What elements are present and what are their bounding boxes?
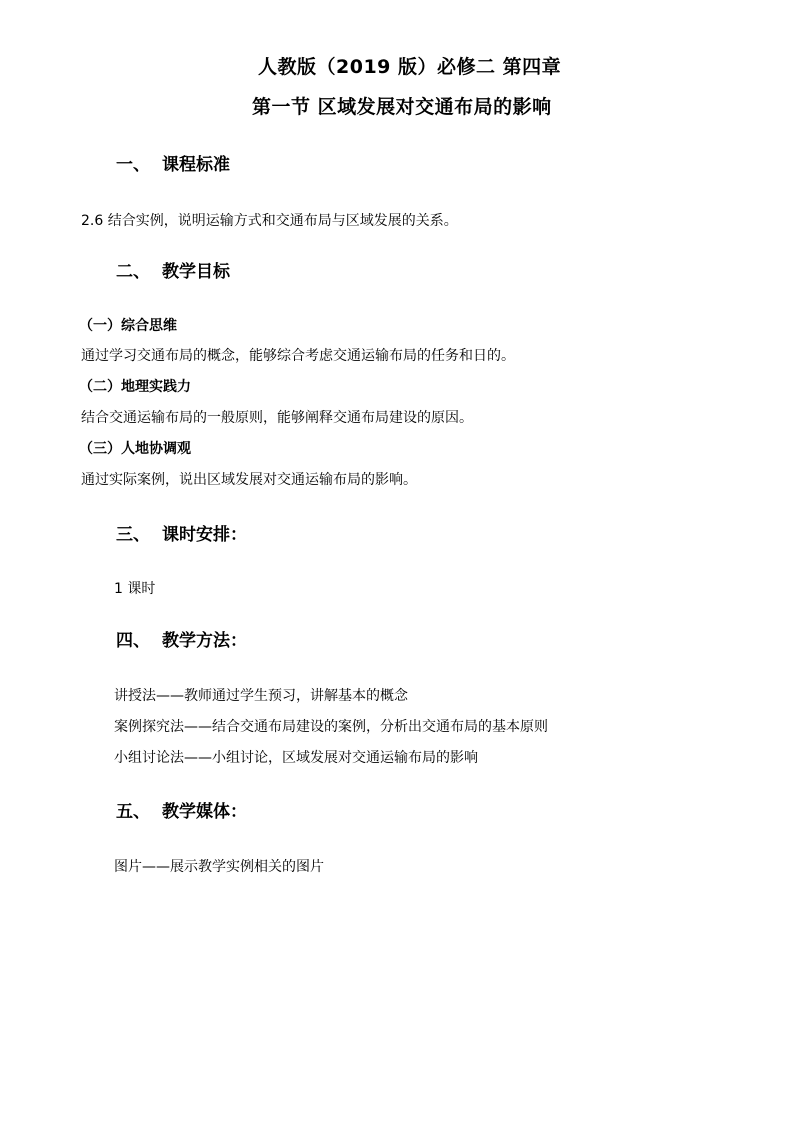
method-item: 小组讨论法——小组讨论，区域发展对交通运输布局的影响 xyxy=(114,750,478,766)
section-title: 教学方法： xyxy=(162,631,247,651)
section-number: 五、 xyxy=(116,802,150,822)
section-number: 一、 xyxy=(116,155,150,175)
section-heading-standard xyxy=(116,150,230,175)
goal-text: 通过学习交通布局的概念，能够综合考虑交通运输布局的任务和日的。 xyxy=(81,348,515,364)
section-number: 二、 xyxy=(116,262,150,282)
section-number: 三、 xyxy=(116,525,150,545)
goal-heading: （三）人地协调观 xyxy=(79,441,191,457)
section-heading-methods xyxy=(116,626,247,651)
hours-text: 1 课时 xyxy=(114,581,156,597)
section-heading-goals xyxy=(116,257,230,282)
section-title: 课时安排： xyxy=(162,525,247,545)
method-item: 讲授法——教师通过学生预习，讲解基本的概念 xyxy=(114,688,408,704)
goal-text: 结合交通运输布局的一般原则，能够阐释交通布局建设的原因。 xyxy=(81,410,473,426)
section-heading-media xyxy=(116,797,247,822)
section-title: 教学媒体： xyxy=(162,802,247,822)
media-text: 图片——展示教学实例相关的图片 xyxy=(114,859,324,875)
goal-heading: （一）综合思维 xyxy=(79,318,177,334)
goal-heading: （二）地理实践力 xyxy=(79,379,191,395)
section-heading-hours xyxy=(116,520,247,545)
section-subtitle: 第一节 区域发展对交通布局的影响 xyxy=(252,96,552,118)
section-title: 课程标准 xyxy=(162,155,230,175)
standard-text: 2.6 结合实例，说明运输方式和交通布局与区域发展的关系。 xyxy=(81,213,458,229)
method-item: 案例探究法——结合交通布局建设的案例，分析出交通布局的基本原则 xyxy=(114,719,548,735)
section-title: 教学目标 xyxy=(162,262,230,282)
document-title: 人教版（2019 版）必修二 第四章 xyxy=(258,56,562,78)
section-number: 四、 xyxy=(116,631,150,651)
goal-text: 通过实际案例，说出区域发展对交通运输布局的影响。 xyxy=(81,472,417,488)
